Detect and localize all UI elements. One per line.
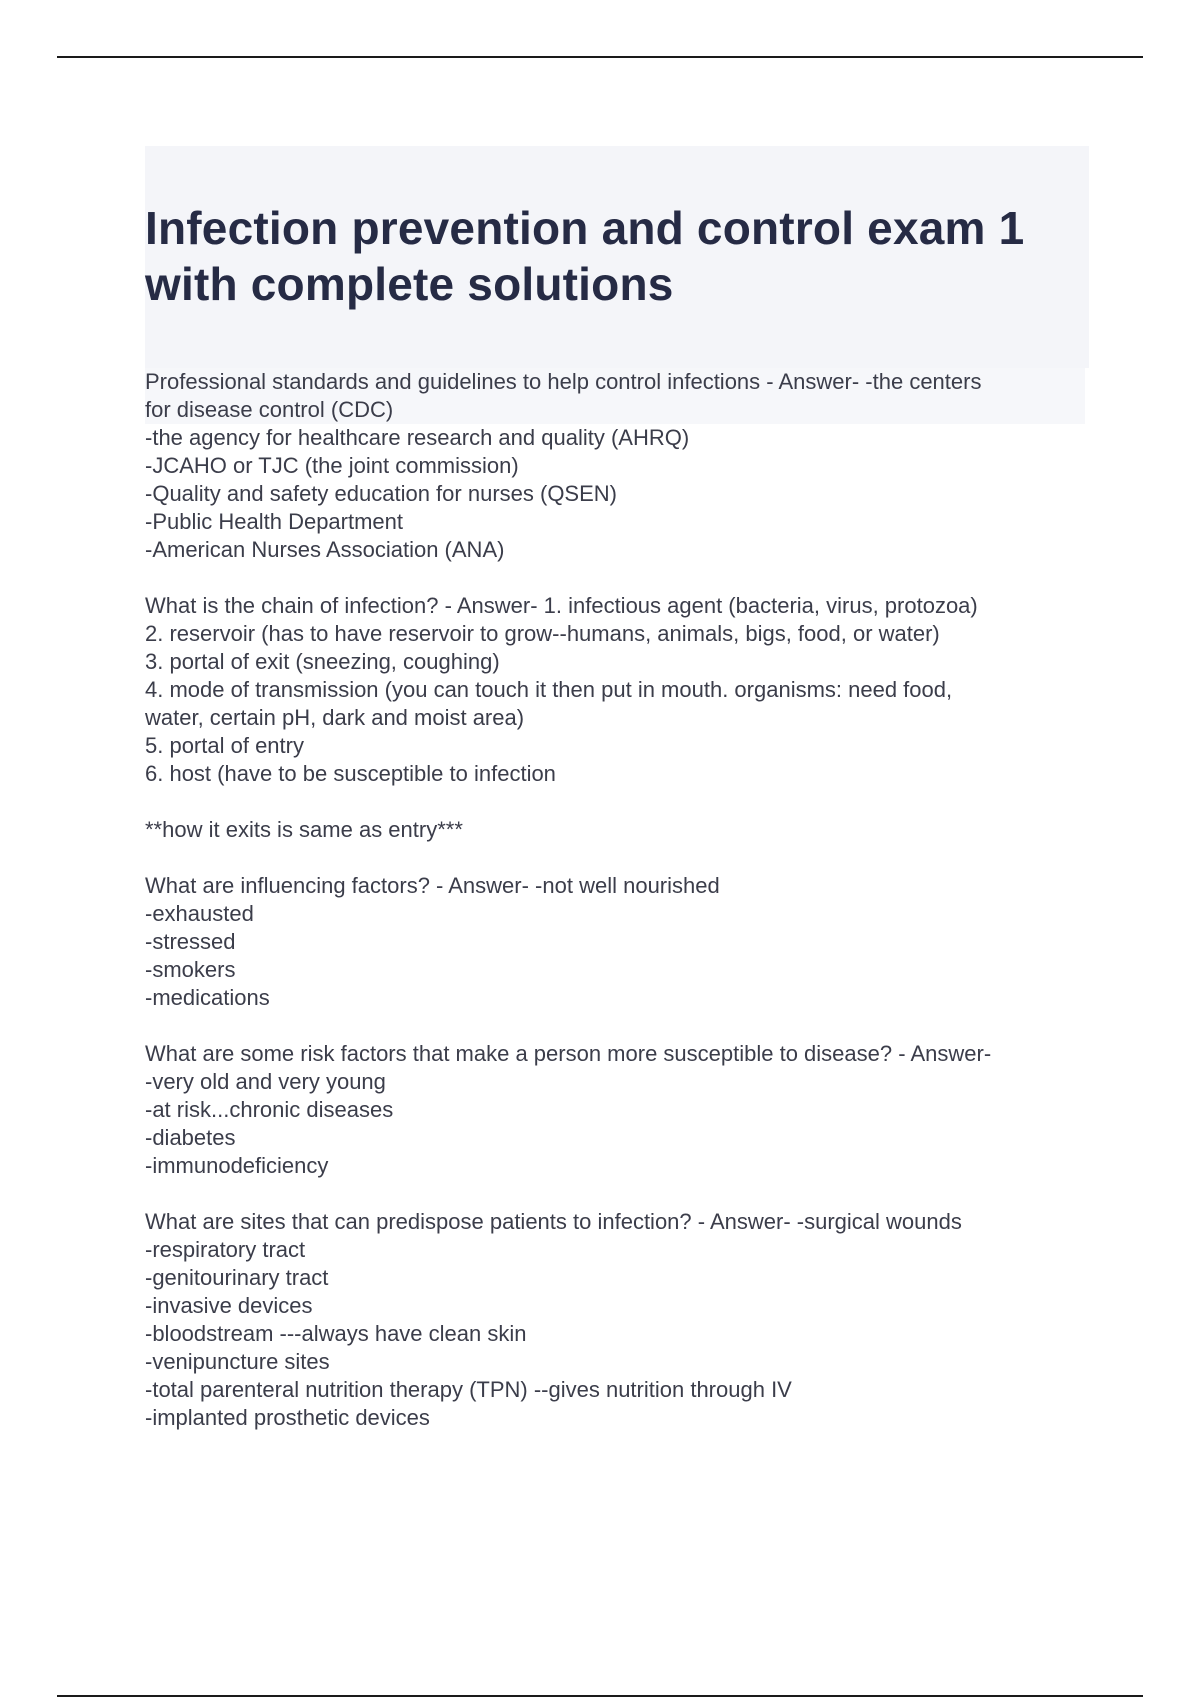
text-line: -very old and very young (145, 1069, 386, 1094)
title-line: with complete solutions (145, 258, 674, 310)
title-line: Infection prevention and control exam 1 (145, 202, 1025, 254)
text-line: -venipuncture sites (145, 1349, 330, 1374)
document-title (145, 200, 1089, 312)
text-line: -genitourinary tract (145, 1265, 329, 1290)
text-line: -the agency for healthcare research and quality (AHRQ) (145, 425, 690, 450)
qa-content (145, 368, 1085, 1460)
text-line: 4. mode of transmission (you can touch it then put in mouth. organisms: need food, (145, 677, 953, 702)
text-line: -invasive devices (145, 1293, 313, 1318)
text-line: -medications (145, 985, 270, 1010)
bottom-divider (57, 1695, 1143, 1697)
text-line: for disease control (CDC) (145, 396, 1085, 424)
qa-section-influencing-factors (145, 872, 1085, 1012)
text-line: -implanted prosthetic devices (145, 1405, 430, 1430)
qa-section-standards (145, 368, 1085, 564)
text-line: Professional standards and guidelines to help control infections - Answer- -the centers (145, 368, 1085, 396)
text-line: -total parenteral nutrition therapy (TPN) --gives nutrition through IV (145, 1377, 792, 1402)
text-line: -smokers (145, 957, 236, 982)
qa-section-risk-factors (145, 1040, 1085, 1180)
text-line: What are influencing factors? - Answer- -not well nourished (145, 873, 720, 898)
text-line: 5. portal of entry (145, 733, 304, 758)
qa-section-predisposing-sites (145, 1208, 1085, 1432)
text-line: -immunodeficiency (145, 1153, 329, 1178)
text-line: **how it exits is same as entry*** (145, 817, 463, 842)
qa-section-chain-of-infection (145, 592, 1085, 788)
top-divider (57, 56, 1143, 58)
text-line: -respiratory tract (145, 1237, 306, 1262)
text-line: -JCAHO or TJC (the joint commission) (145, 453, 519, 478)
text-line: -stressed (145, 929, 236, 954)
text-line: 3. portal of exit (sneezing, coughing) (145, 649, 500, 674)
text-line: What are some risk factors that make a person more susceptible to disease? - Answer- (145, 1041, 992, 1066)
text-line: -Quality and safety education for nurses (QSEN) (145, 481, 617, 506)
text-line: 6. host (have to be susceptible to infection (145, 761, 556, 786)
text-line: What is the chain of infection? - Answer- 1. infectious agent (bacteria, virus, protozoa) (145, 593, 978, 618)
title-banner (145, 146, 1089, 368)
text-line: -bloodstream ---always have clean skin (145, 1321, 527, 1346)
text-line: water, certain pH, dark and moist area) (145, 705, 525, 730)
text-line: What are sites that can predispose patients to infection? - Answer- -surgical wounds (145, 1209, 962, 1234)
text-line: -American Nurses Association (ANA) (145, 537, 505, 562)
qa-section-note (145, 816, 1085, 844)
text-line: -Public Health Department (145, 509, 404, 534)
text-line: -at risk...chronic diseases (145, 1097, 394, 1122)
text-line: -diabetes (145, 1125, 236, 1150)
text-line: 2. reservoir (has to have reservoir to grow--humans, animals, bigs, food, or water) (145, 621, 940, 646)
text-line: -exhausted (145, 901, 254, 926)
